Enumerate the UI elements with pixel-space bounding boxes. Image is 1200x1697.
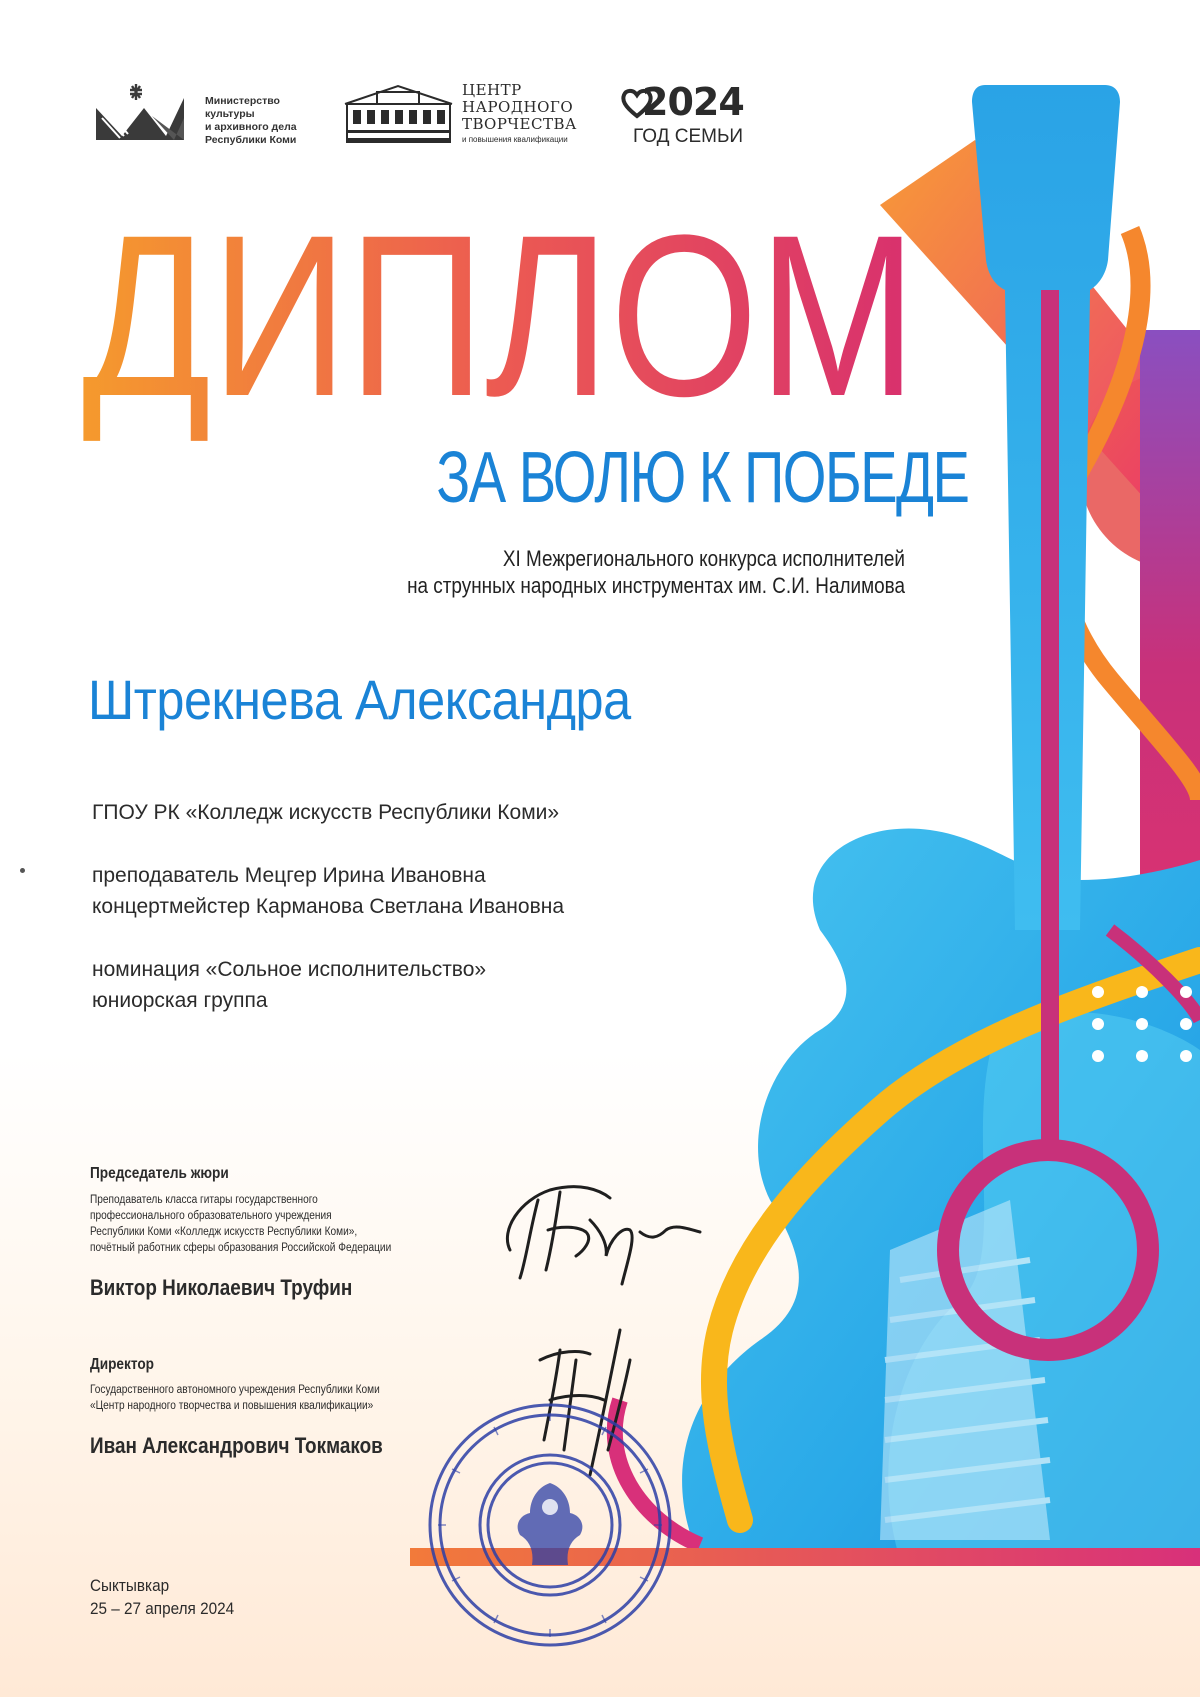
folk-center-building-icon — [341, 82, 456, 146]
award-subtitle: ЗА ВОЛЮ К ПОБЕДЕ — [436, 438, 969, 518]
director-role: Директор — [90, 1356, 155, 1373]
contest-name: XI Межрегионального конкурса исполнителей на струнных народных инструментах им. С.И. Налимова — [407, 546, 905, 598]
year-2024: 2024 — [642, 80, 744, 124]
folk-center-name: ЦЕНТР НАРОДНОГО ТВОРЧЕСТВА и повышения квалификации — [462, 81, 577, 144]
college-name: ГПОУ РК «Колледж искусств Республики Коми» — [92, 801, 560, 824]
accompanist-name: концертмейстер Карманова Светлана Ивановна — [92, 895, 565, 918]
svg-text:ДИПЛОМ: ДИПЛОМ — [82, 187, 917, 444]
jury-chair-role: Председатель жюри — [90, 1165, 229, 1182]
official-seal-icon — [420, 1395, 680, 1655]
jury-chair-name: Виктор Николаевич Труфин — [90, 1275, 353, 1300]
jury-chair-description: Преподаватель класса гитары государственного профессионального образовательного учреждения Республики Коми «Колледж искусств Республики Коми», почётный работник сферы образования Российской Федерации — [90, 1194, 392, 1254]
year-of-family-caption: ГОД СЕМЬИ — [633, 126, 744, 147]
teacher-name: преподаватель Мецгер Ирина Ивановна — [92, 864, 486, 887]
scan-dot — [20, 868, 25, 873]
director-description: Государственного автономного учреждения Республики Коми «Центр народного творчества и повышения квалификации» — [90, 1384, 380, 1412]
diploma-title — [82, 187, 982, 444]
winner-name: Штрекнева Александра — [88, 668, 631, 731]
director-name: Иван Александрович Токмаков — [90, 1433, 383, 1458]
ministry-name: Министерство культуры и архивного дела Республики Коми — [205, 95, 297, 146]
event-dates: 25 – 27 апреля 2024 — [90, 1599, 235, 1618]
age-group: юниорская группа — [92, 989, 268, 1012]
city: Сыктывкар — [90, 1576, 170, 1595]
nomination: номинация «Сольное исполнительство» — [92, 958, 487, 981]
jury-chair-signature-icon — [490, 1160, 710, 1290]
